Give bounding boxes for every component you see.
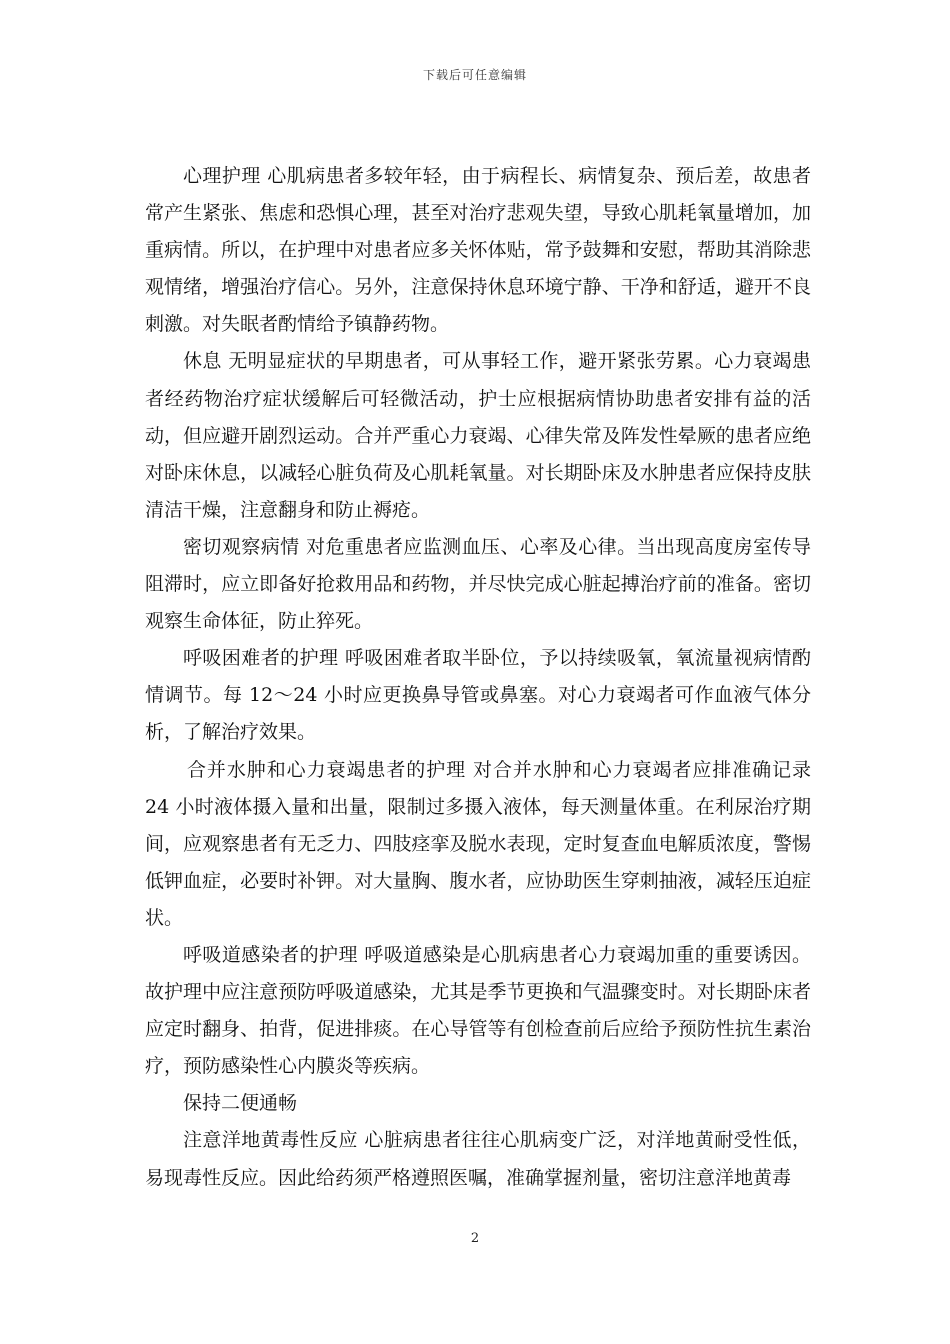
paragraph-rest: 休息 无明显症状的早期患者，可从事轻工作，避开紧张劳累。心力衰竭患者经药物治疗症状缓解后可轻微活动，护士应根据病情协助患者安排有益的活动，但应避开剧烈运动。合并严重心力衰竭、心律失常及阵发性晕厥的患者应绝对卧床休息，以减轻心脏负荷及心肌耗氧量。对长期卧床及水肿患者应保持皮肤清洁干燥，注意翻身和防止褥疮。 — [145, 350, 811, 521]
paragraph-observation: 密切观察病情 对危重患者应监测血压、心率及心律。当出现高度房室传导阻滞时，应立即备好抢救用品和药物，并尽快完成心脏起搏治疗前的准备。密切观察生命体征，防止猝死。 — [145, 535, 811, 633]
paragraph-edema-heart-failure-care: 合并水肿和心力衰竭患者的护理 对合并水肿和心力衰竭者应排准确记录 24 小时液体摄入量和出量，限制过多摄入液体，每天测量体重。在利尿治疗期间，应观察患者有无乏力、四肢痉挛及脱水表现，定时复查血电解质浓度，警惕低钾血症，必要时补钾。对大量胸、腹水者，应协助医生穿刺抽液，减轻压迫症状。 — [145, 758, 811, 929]
document-body — [145, 158, 811, 1197]
paragraph-bowel-bladder: 保持二便通畅 — [183, 1092, 298, 1115]
paragraph-dyspnea-care: 呼吸困难者的护理 呼吸困难者取半卧位，予以持续吸氧，氧流量视病情酌情调节。每 12～24 小时应更换鼻导管或鼻塞。对心力衰竭者可作血液气体分析，了解治疗效果。 — [145, 647, 811, 744]
page-header: 下载后可任意编辑 — [422, 68, 527, 82]
paragraph-digitalis-toxicity: 注意洋地黄毒性反应 心脏病患者往往心肌病变广泛，对洋地黄耐受性低，易现毒性反应。因此给药须严格遵照医嘱，准确掌握剂量，密切注意洋地黄毒 — [145, 1129, 811, 1189]
paragraph-respiratory-infection-care: 呼吸道感染者的护理 呼吸道感染是心肌病患者心力衰竭加重的重要诱因。故护理中应注意预防呼吸道感染，尤其是季节更换和气温骤变时。对长期卧床者应定时翻身、拍背，促进排痰。在心导管等有创检查前后应给予预防性抗生素治疗，预防感染性心内膜炎等疾病。 — [145, 943, 811, 1078]
paragraph-psychological-care: 心理护理 心肌病患者多较年轻，由于病程长、病情复杂、预后差，故患者常产生紧张、焦虑和恐惧心理，甚至对治疗悲观失望，导致心肌耗氧量增加，加重病情。所以，在护理中对患者应多关怀体贴，常予鼓舞和安慰，帮助其消除悲观情绪，增强治疗信心。另外，注意保持休息环境宁静、干净和舒适，避开不良刺激。对失眠者酌情给予镇静药物。 — [145, 165, 811, 336]
page-number: 2 — [470, 1231, 480, 1246]
